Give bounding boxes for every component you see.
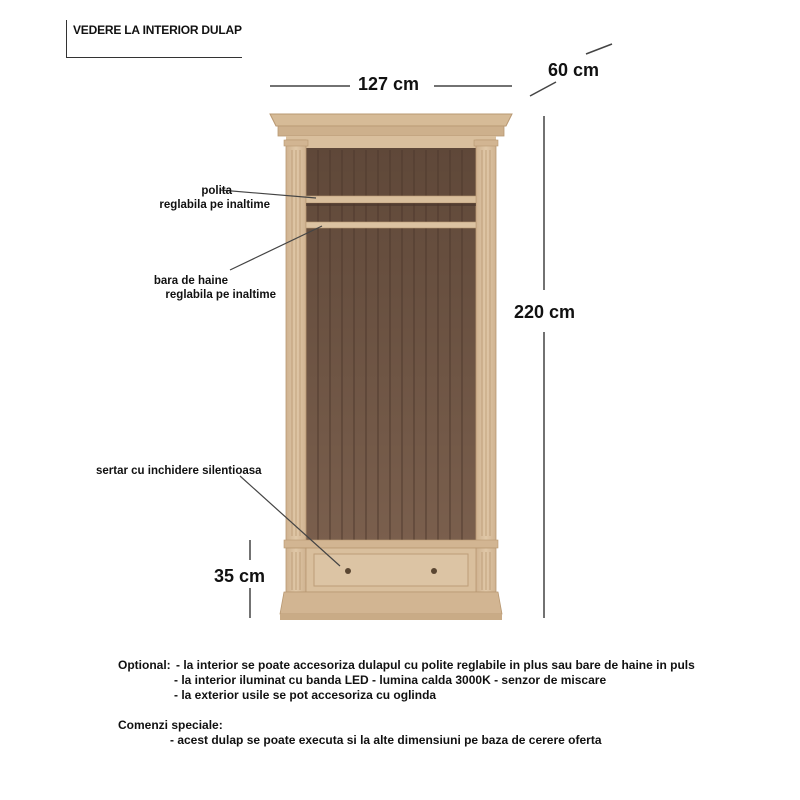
shelf-shadow xyxy=(306,203,476,206)
right-capital xyxy=(474,140,498,146)
height-dimension: 220 cm xyxy=(514,302,576,322)
depth-line-top xyxy=(586,44,612,54)
rail-callout-line1: bara de haine xyxy=(153,275,228,287)
notes-block xyxy=(118,658,718,748)
width-dimension: 127 cm xyxy=(358,74,420,94)
drawer-knob-right xyxy=(431,568,437,574)
drawer-knob-left xyxy=(345,568,351,574)
cornice xyxy=(270,114,512,126)
plinth xyxy=(280,592,502,614)
depth-dimension: 60 cm xyxy=(548,60,600,80)
optional-item-1: - la interior se poate accesoriza dulapul cu polite reglabile in plus sau bare de haine in puls xyxy=(176,658,695,672)
special-label: Comenzi speciale: xyxy=(118,718,223,732)
top-frame xyxy=(286,136,496,148)
optional-label: Optional: xyxy=(118,658,171,672)
drawer-height-dimension: 35 cm xyxy=(214,566,266,586)
optional-item-3: - la exterior usile se pot accesoriza cu oglinda xyxy=(174,688,437,702)
optional-item-2: - la interior iluminat cu banda LED - lumina calda 3000K - senzor de miscare xyxy=(174,673,607,687)
rail-callout-line2: reglabila pe inaltime xyxy=(165,289,276,301)
rail-callout xyxy=(110,274,276,302)
shelf-callout-line2: reglabila pe inaltime xyxy=(159,199,270,211)
special-item-1: - acest dulap se poate executa si la alte dimensiuni pe baza de cerere oferta xyxy=(170,733,602,747)
shelf-callout xyxy=(120,184,270,212)
drawer-callout xyxy=(96,464,266,478)
drawer-callout-line1: sertar cu inchidere silentioasa xyxy=(96,465,262,477)
plinth-base xyxy=(280,614,502,620)
left-capital xyxy=(284,140,308,146)
diagram-title: VEDERE LA INTERIOR DULAP xyxy=(73,23,242,37)
shelf-callout-line1: polita xyxy=(201,185,232,197)
drawer-panel xyxy=(314,554,468,586)
adjustable-shelf xyxy=(306,196,476,203)
hanging-rail xyxy=(306,222,476,228)
cornice-band xyxy=(278,126,504,136)
depth-line-bottom xyxy=(530,82,556,96)
